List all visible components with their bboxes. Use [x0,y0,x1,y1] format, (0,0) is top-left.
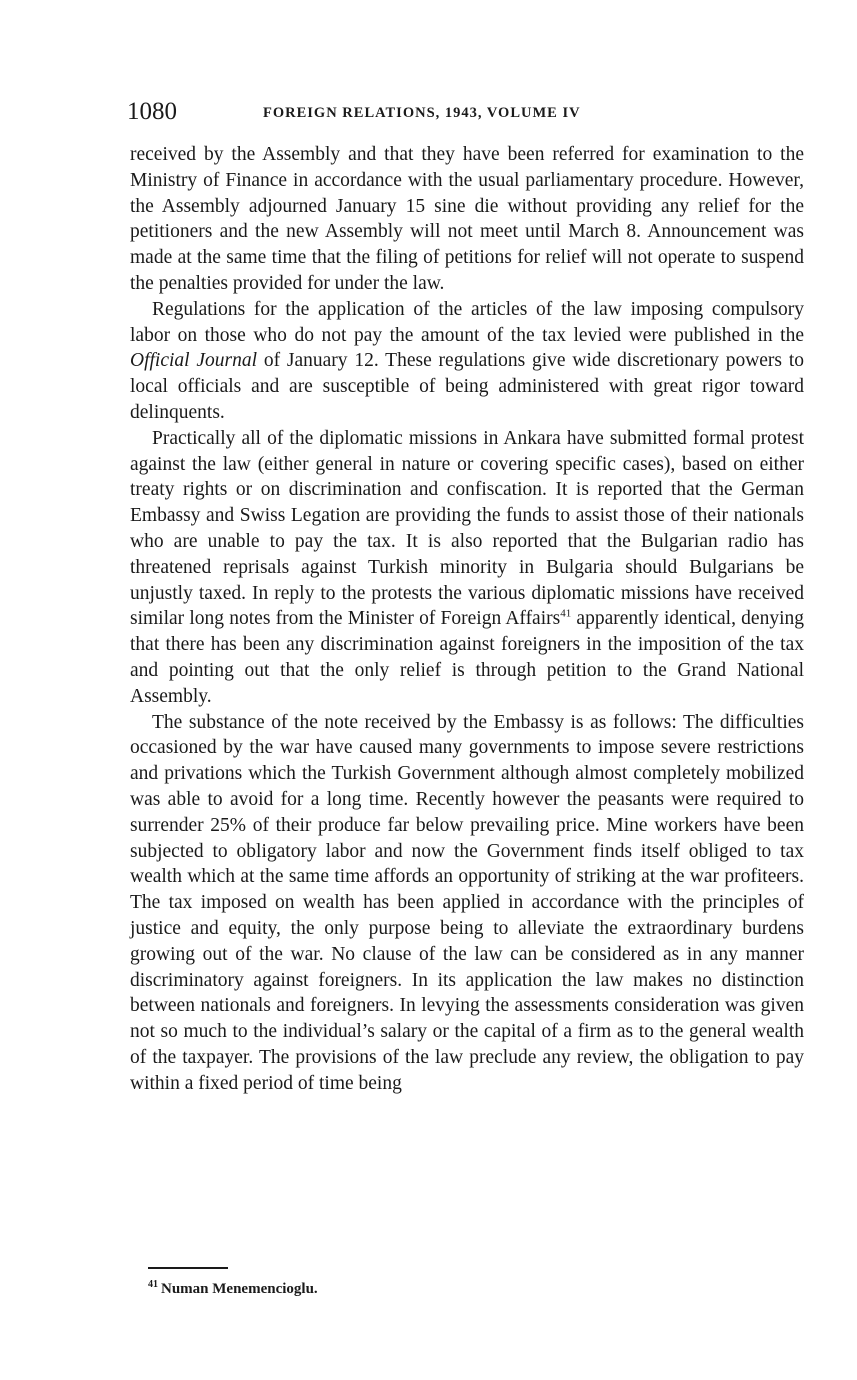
paragraph-2-text-a: Regulations for the application of the articles of the law imposing compulsory labor on those who do not pay the amount of the tax levied were published in the [130,298,804,346]
paragraph-3-text-a: Practically all of the diplomatic missions in Ankara have submitted formal protest against the law (either general in nature or covering specific cases), based on either treaty rights or on discrimination and confiscation. It is reported that the German Embassy and Swiss Legation are providing the funds to assist those of their nationals who are unable to pay the tax. It is also reported that the Bulgarian radio has threatened reprisals against Turkish minority in Bulgaria should Bulgarians be unjustly taxed. In reply to the protests the various diplomatic missions have received similar long notes from the Minister of Foreign Affairs [130,427,804,630]
footnote-text: Numan Menemencioglu. [161,1281,318,1297]
footnote-divider [148,1267,228,1269]
running-title: FOREIGN RELATIONS, 1943, VOLUME IV [263,105,581,121]
paragraph-2-text-b: of January 12. These regulations give wide discretionary powers to local officials and are susceptible of being administered with great rigor toward delinquents. [130,350,804,423]
official-journal-title: Official Journal [130,350,258,372]
document-page [127,96,804,1096]
page-header [127,96,804,130]
footnote-number: 41 [148,1279,158,1290]
paragraph-4: The substance of the note received by the Embassy is as follows: The difficulties occasioned by the war have caused many governments to impose severe restrictions and privations which the Turkish Government although almost completely mobilized was able to avoid for a long time. Recently however the peasants were required to surrender 25% of their produce far below prevailing price. Mine workers have been subjected to obligatory labor and now the Government finds itself obliged to tax wealth which at the same time affords an opportunity of striking at the war profiteers. The tax imposed on wealth has been applied in accordance with the principles of justice and equity, the only purpose being to alleviate the extraordinary burdens growing out of the war. No clause of the law can be considered as in any manner discriminatory against foreigners. In its application the law makes no distinction between nationals and foreigners. In levying the assessments consideration was given not so much to the individual’s salary or the capital of a firm as to the general wealth of the taxpayer. The provisions of the law preclude any review, the obligation to pay within a fixed period of time being [130,711,804,1094]
page-number: 1080 [127,98,177,125]
paragraph-3 [130,426,804,710]
paragraph-1: received by the Assembly and that they have been referred for examination to the Ministry of Finance in accordance with the usual parliamentary procedure. However, the Assembly adjourned January 15 sine die without providing any relief for the petitioners and the new Assembly will not meet until March 8. Announcement was made at the same time that the filing of petitions for relief will not operate to suspend the penalties provided for under the law. [130,144,804,294]
body-text [130,142,804,1096]
footnote-reference[interactable]: 41 [560,607,572,620]
paragraph-2 [130,297,804,426]
footnote [148,1278,318,1300]
paragraph-3-text-b: apparently identical, denying that there has been any discrimination against foreigners in the imposition of the tax and pointing out that the only relief is through petition to the Grand National Assembly. [130,608,804,707]
